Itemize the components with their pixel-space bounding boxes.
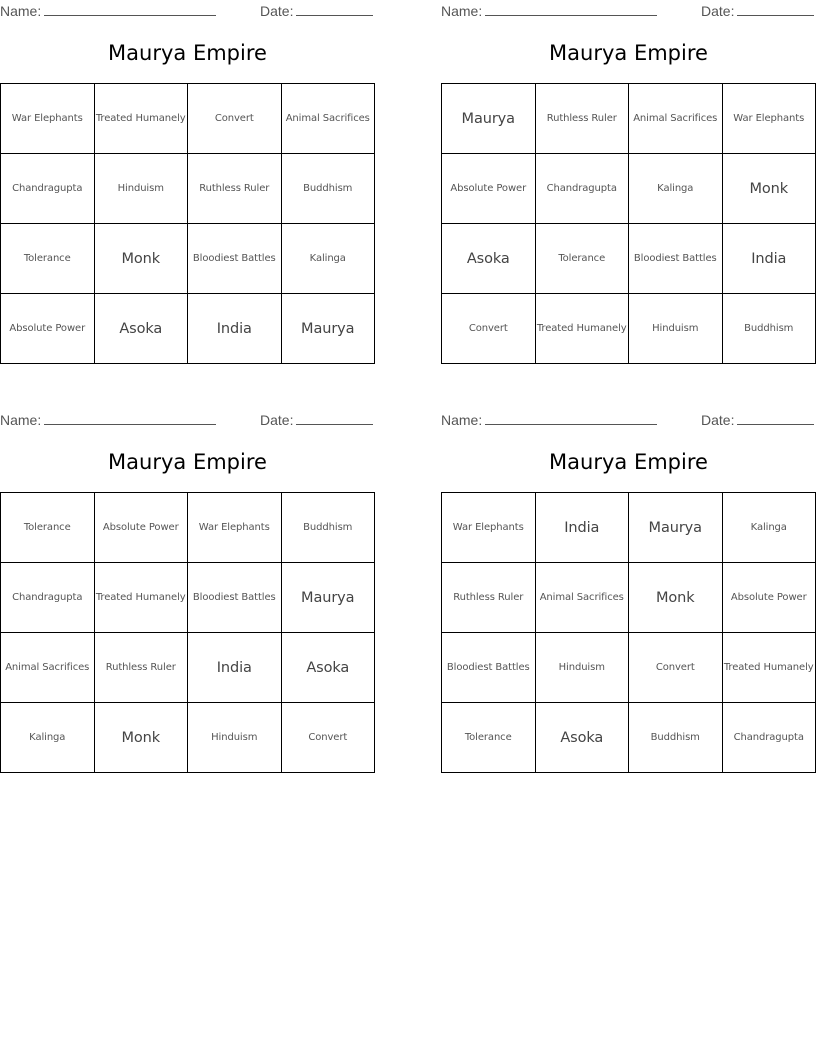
bingo-cell[interactable]: Maurya: [442, 84, 536, 154]
bingo-cell[interactable]: War Elephants: [188, 493, 282, 563]
card-title: Maurya Empire: [549, 450, 708, 474]
name-blank[interactable]: [44, 411, 216, 425]
bingo-cell[interactable]: Hinduism: [95, 154, 189, 224]
bingo-cell[interactable]: War Elephants: [442, 493, 536, 563]
bingo-grid: [441, 492, 816, 773]
bingo-cell[interactable]: Animal Sacrifices: [1, 633, 95, 703]
bingo-cell[interactable]: Monk: [95, 703, 189, 773]
bingo-cell[interactable]: Hinduism: [629, 294, 723, 364]
bingo-cell[interactable]: Treated Humanely: [536, 294, 630, 364]
bingo-cell[interactable]: Animal Sacrifices: [536, 563, 630, 633]
bingo-cell[interactable]: Chandragupta: [723, 703, 816, 773]
bingo-cell[interactable]: Convert: [282, 703, 376, 773]
name-label: Name:: [441, 412, 483, 428]
name-field: [441, 2, 657, 19]
date-field: [260, 2, 373, 19]
bingo-cell[interactable]: Monk: [95, 224, 189, 294]
bingo-cell[interactable]: Animal Sacrifices: [282, 84, 376, 154]
bingo-cell[interactable]: Ruthless Ruler: [188, 154, 282, 224]
name-field: [0, 411, 216, 428]
bingo-cell[interactable]: Asoka: [442, 224, 536, 294]
date-blank[interactable]: [296, 411, 373, 425]
bingo-cell[interactable]: War Elephants: [723, 84, 816, 154]
bingo-cell[interactable]: Absolute Power: [95, 493, 189, 563]
bingo-cell[interactable]: Chandragupta: [536, 154, 630, 224]
bingo-cell[interactable]: Hinduism: [536, 633, 630, 703]
card-title: Maurya Empire: [108, 450, 267, 474]
bingo-cell[interactable]: Kalinga: [629, 154, 723, 224]
bingo-cell[interactable]: Maurya: [282, 294, 376, 364]
bingo-cell[interactable]: Absolute Power: [442, 154, 536, 224]
bingo-cell[interactable]: India: [188, 633, 282, 703]
bingo-cell[interactable]: Bloodiest Battles: [188, 224, 282, 294]
name-field: [0, 2, 216, 19]
bingo-cell[interactable]: Maurya: [282, 563, 376, 633]
bingo-cell[interactable]: Monk: [629, 563, 723, 633]
bingo-cell[interactable]: Kalinga: [723, 493, 816, 563]
bingo-card: [0, 409, 375, 773]
name-blank[interactable]: [44, 2, 216, 16]
card-title: Maurya Empire: [108, 41, 267, 65]
bingo-cell[interactable]: Tolerance: [1, 224, 95, 294]
bingo-cell[interactable]: Tolerance: [442, 703, 536, 773]
bingo-cell[interactable]: Buddhism: [282, 493, 376, 563]
bingo-cell[interactable]: Convert: [188, 84, 282, 154]
date-field: [701, 2, 814, 19]
bingo-cell[interactable]: Treated Humanely: [95, 84, 189, 154]
bingo-card: [441, 0, 816, 364]
bingo-cell[interactable]: India: [188, 294, 282, 364]
bingo-cell[interactable]: Absolute Power: [723, 563, 816, 633]
name-label: Name:: [0, 412, 42, 428]
bingo-cell[interactable]: Tolerance: [1, 493, 95, 563]
date-label: Date:: [260, 412, 294, 428]
bingo-cell[interactable]: Treated Humanely: [95, 563, 189, 633]
bingo-cell[interactable]: Chandragupta: [1, 563, 95, 633]
bingo-cell[interactable]: Absolute Power: [1, 294, 95, 364]
bingo-cell[interactable]: Convert: [629, 633, 723, 703]
bingo-cell[interactable]: Ruthless Ruler: [95, 633, 189, 703]
bingo-grid: [0, 83, 375, 364]
bingo-cell[interactable]: Bloodiest Battles: [442, 633, 536, 703]
bingo-cell[interactable]: Kalinga: [1, 703, 95, 773]
bingo-card: [441, 409, 816, 773]
date-field: [701, 411, 814, 428]
date-blank[interactable]: [737, 411, 814, 425]
bingo-cell[interactable]: Tolerance: [536, 224, 630, 294]
bingo-cell[interactable]: Bloodiest Battles: [629, 224, 723, 294]
name-label: Name:: [0, 3, 42, 19]
bingo-cell[interactable]: Treated Humanely: [723, 633, 816, 703]
bingo-cell[interactable]: Kalinga: [282, 224, 376, 294]
bingo-cell[interactable]: Monk: [723, 154, 816, 224]
card-title: Maurya Empire: [549, 41, 708, 65]
bingo-cell[interactable]: Buddhism: [282, 154, 376, 224]
bingo-cell[interactable]: Asoka: [536, 703, 630, 773]
date-label: Date:: [701, 3, 735, 19]
bingo-cell[interactable]: Hinduism: [188, 703, 282, 773]
bingo-cell[interactable]: Ruthless Ruler: [442, 563, 536, 633]
bingo-cell[interactable]: Maurya: [629, 493, 723, 563]
bingo-cell[interactable]: Animal Sacrifices: [629, 84, 723, 154]
bingo-cell[interactable]: Convert: [442, 294, 536, 364]
bingo-grid: [0, 492, 375, 773]
name-field: [441, 411, 657, 428]
date-label: Date:: [701, 412, 735, 428]
name-blank[interactable]: [485, 2, 657, 16]
bingo-grid: [441, 83, 816, 364]
date-blank[interactable]: [296, 2, 373, 16]
bingo-cell[interactable]: India: [723, 224, 816, 294]
date-field: [260, 411, 373, 428]
bingo-cell[interactable]: Buddhism: [723, 294, 816, 364]
name-label: Name:: [441, 3, 483, 19]
date-label: Date:: [260, 3, 294, 19]
bingo-cell[interactable]: Asoka: [95, 294, 189, 364]
bingo-cell[interactable]: Ruthless Ruler: [536, 84, 630, 154]
bingo-cell[interactable]: Bloodiest Battles: [188, 563, 282, 633]
bingo-cell[interactable]: Asoka: [282, 633, 376, 703]
bingo-card: [0, 0, 375, 364]
bingo-cell[interactable]: Chandragupta: [1, 154, 95, 224]
bingo-cell[interactable]: War Elephants: [1, 84, 95, 154]
name-blank[interactable]: [485, 411, 657, 425]
date-blank[interactable]: [737, 2, 814, 16]
bingo-cell[interactable]: Buddhism: [629, 703, 723, 773]
bingo-cell[interactable]: India: [536, 493, 630, 563]
